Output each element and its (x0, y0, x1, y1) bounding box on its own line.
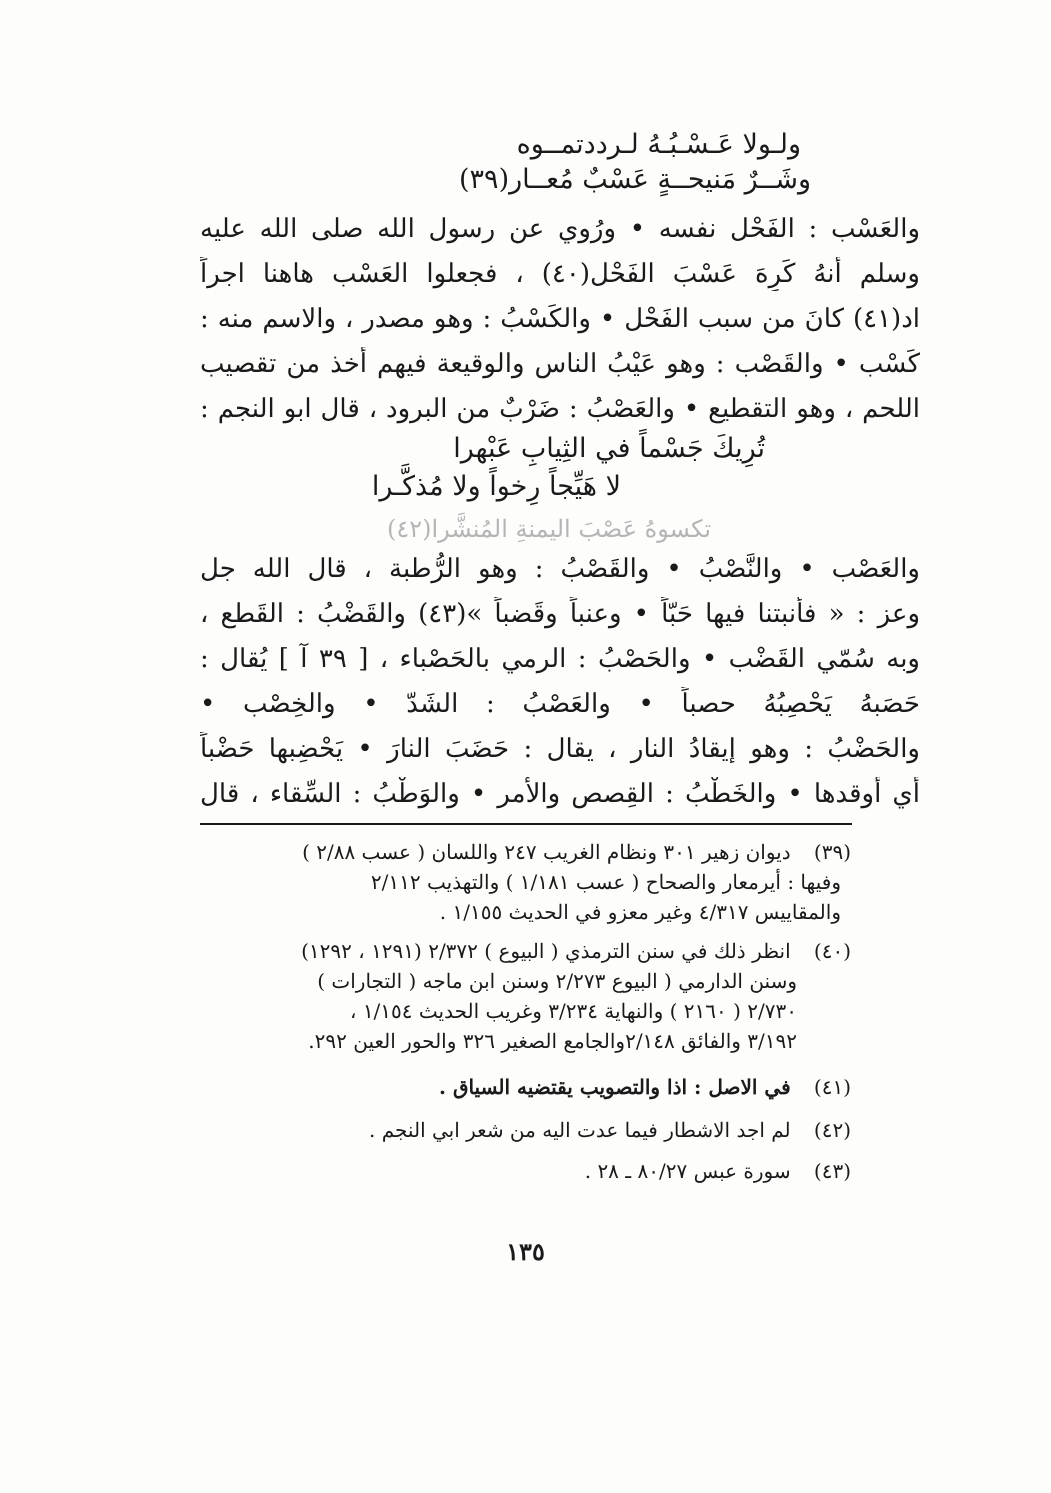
footnote-number: (٤٢) (813, 1118, 851, 1142)
poem-verse-1: ولـولا عَـسْـبُـهُ لـرددتمــوه (516, 129, 801, 160)
body-line: وبه سُمّي القَضْب • والحَصْبُ : الرمي بالحَصْباء ، [ ٣٩ آ ] يُقال : (200, 644, 920, 674)
footnote-divider (200, 823, 852, 825)
footnote-text: لم اجد الاشطار فيما عدت اليه من شعر ابي النجم . (369, 1118, 791, 1142)
body-line: وسلم أنهُ كَرِهَ عَسْبَ الفَحْل(٤٠) ، فجعلوا العَسْب هاهنا اجراً (200, 259, 920, 289)
footnote-number: (٤١) (813, 1075, 851, 1099)
footnote-39-line-2: وفيها : أيرمعار والصحاح ( عسب ١/١٨١ ) والتهذيب ٢/١١٢ (370, 870, 841, 894)
body-line: حَصَبهُ يَحْصِبُهُ حصباً • والعَصْبُ : الشَدّ • والخِصْب • (200, 689, 920, 719)
footnote-number: (٤٣) (813, 1159, 851, 1183)
footnote-43 (585, 1157, 851, 1185)
body-line: أي أوقدها • والخَطْبُ : القِصص والأمر • والوَطْبُ : السِّقاء ، قال (200, 779, 920, 809)
footnote-number: (٣٩) (813, 840, 851, 864)
body-line: والعَسْب : الفَحْل نفسه • ورُوي عن رسول الله صلى الله عليه (200, 214, 920, 244)
footnote-text: انظر ذلك في سنن الترمذي ( البيوع ) ٢/٣٧٢ (١٢٩١ ، ١٢٩٢) (301, 939, 791, 963)
poem-verse-2: وشَــرٌ مَنيحــةٍ عَسْبٌ مُعــار(٣٩) (459, 164, 811, 195)
footnote-42 (369, 1116, 851, 1144)
footnote-text: سورة عبس ٨٠/٢٧ ـ ٢٨ . (584, 1159, 791, 1183)
footnote-39-line-1 (302, 838, 851, 866)
body-line: والحَضْبُ : وهو إيقادُ النار ، يقال : حَضَبَ النارَ • يَحْضِبها حَضْباً (200, 734, 920, 764)
footnote-40-line-4: ٣/١٩٢ والفائق ٢/١٤٨والجامع الصغير ٣٢٦ والحور العين ٢٩٢. (308, 1029, 797, 1053)
body-line: كَسْب • والقَصْب : وهو عَيْبُ الناس والوقيعة فيهم أخذ من تقصيب (200, 349, 920, 379)
page-number: ١٣٥ (506, 1237, 545, 1266)
body-line: اد(٤١) كانَ من سبب الفَحْل • والكَسْبُ : وهو مصدر ، والاسم منه : (200, 304, 920, 334)
body-line: والعَصْب • والنَّصْبُ • والقَصْبُ : وهو الرُّطبة ، قال الله جل (200, 554, 920, 584)
body-line: اللحم ، وهو التقطيع • والعَصْبُ : ضَرْبٌ من البرود ، قال ابو النجم : (200, 394, 920, 424)
footnote-text: في الاصل : اذا والتصويب يقتضيه السياق . (439, 1075, 791, 1099)
footnote-39-line-3: والمقاييس ٤/٣١٧ وغير معزو في الحديث ١/١٥٥ . (439, 900, 841, 924)
footnote-number: (٤٠) (813, 939, 851, 963)
footnote-text: ديوان زهير ٣٠١ ونظام الغريب ٢٤٧ واللسان ( عسب ٢/٨٨ ) (302, 840, 791, 864)
footnote-40-line-3: ٢/٧٣٠ ( ٢١٦٠ ) والنهاية ٣/٢٣٤ وغريب الحديث ١/١٥٤ ، (350, 999, 797, 1023)
poem-verse-3: تُرِيكَ جَسْماً في الثِيابِ عَبْهرا (453, 433, 765, 464)
footnote-41 (439, 1073, 851, 1101)
footnote-40-line-1 (301, 937, 851, 965)
footnote-40-line-2: وسنن الدارمي ( البيوع ٢/٢٧٣ وسنن ابن ماجه ( التجارات ) (317, 969, 797, 993)
poem-verse-4: لا هَيِّجاً رِخواً ولا مُذكَّـرا (371, 471, 621, 502)
body-line: وعز : « فأنبتنا فيها حَبّاً • وعنباً وقَضباً »(٤٣) والقَضْبُ : القَطع ، (200, 599, 920, 629)
poem-verse-5: تكسوهُ عَصْبَ اليمنةِ المُنشَّرا(٤٢) (386, 515, 711, 543)
